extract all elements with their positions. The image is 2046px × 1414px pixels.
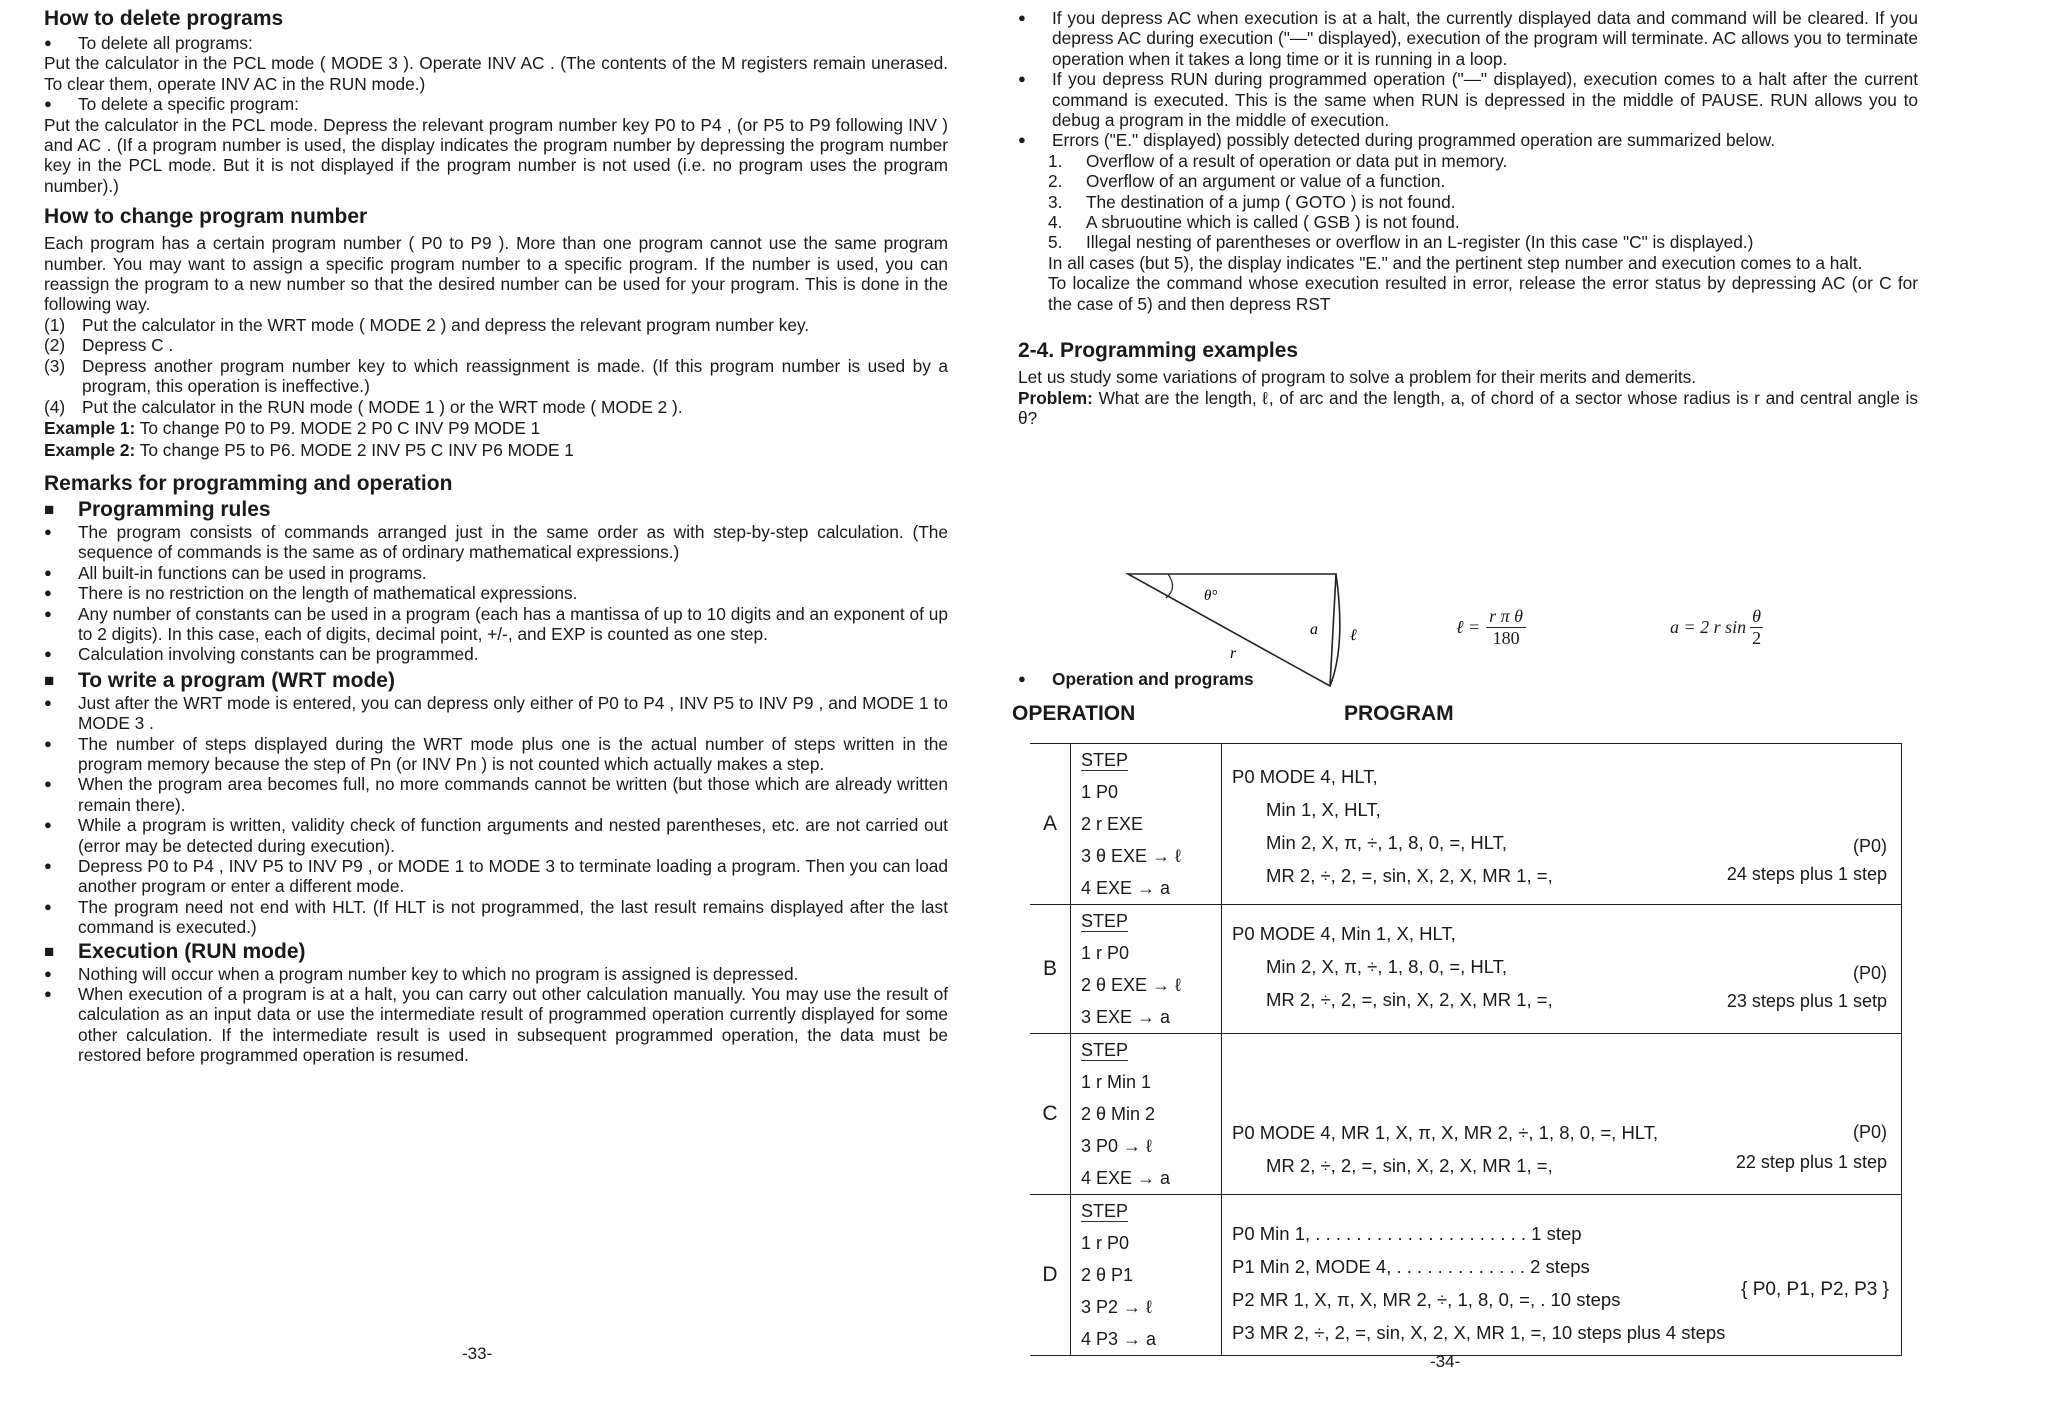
step-header: STEP xyxy=(1081,1040,1129,1060)
formula-chord xyxy=(1670,606,1763,649)
error-item: The destination of a jump ( GOTO ) is not found. xyxy=(1086,191,1456,212)
bullet-icon: ● xyxy=(44,605,52,621)
arc-label: ℓ xyxy=(1350,627,1357,644)
bullet-icon: ● xyxy=(1018,71,1026,87)
table-row-d xyxy=(1030,1195,1902,1356)
heading-programming-examples: 2-4. Programming examples xyxy=(1018,339,1299,363)
formula-arc-lhs: ℓ = xyxy=(1456,617,1481,637)
rule-item: Calculation involving constants can be programmed. xyxy=(78,644,479,665)
step-header: STEP xyxy=(1081,750,1129,770)
step-count: 23 steps plus 1 setp xyxy=(1726,991,1887,1011)
bullet-icon: ● xyxy=(44,735,52,751)
step-line: 3 θ EXE → ℓ xyxy=(1081,846,1181,866)
write-item: The number of steps displayed during the WRT mode plus one is the actual number of steps written in the program memory because the step of Pn (or INV Pn ) is not counted which actually makes a step. xyxy=(78,733,948,774)
bullet-icon: ● xyxy=(44,776,52,792)
program-tag: { P0, P1, P2, P3 } xyxy=(1741,1279,1889,1300)
program-line: P2 MR 1, X, π, X, MR 2, ÷, 1, 8, 0, =, . 10 steps xyxy=(1232,1289,1621,1310)
formula-chord-denominator: 2 xyxy=(1752,628,1762,648)
bullet-icon: ● xyxy=(44,986,52,1002)
theta-label: θ° xyxy=(1204,588,1218,604)
heading-programming-rules: Programming rules xyxy=(78,497,271,521)
exec-item: Nothing will occur when a program number key to which no program is assigned is depressed. xyxy=(78,963,799,984)
error-item: Illegal nesting of parentheses or overflow in an L-register (In this case "C" is displayed.) xyxy=(1086,232,1754,253)
bullet-icon: ● xyxy=(44,35,52,50)
radius-label: r xyxy=(1230,645,1237,662)
heading-execution: Execution (RUN mode) xyxy=(78,939,306,963)
error-number: 5. xyxy=(1048,232,1063,253)
step-line: 3 P2 → ℓ xyxy=(1081,1297,1152,1317)
program-tag: (P0) xyxy=(1852,836,1887,856)
bullet-icon: ● xyxy=(44,564,52,580)
problem-text: What are the length, ℓ, of arc and the length, a, of chord of a sector whose radius is r and central angle is θ? xyxy=(1018,387,1918,428)
bullet-icon: ● xyxy=(44,965,52,981)
square-bullet-icon: ■ xyxy=(44,941,55,961)
step-number: (4) xyxy=(44,396,66,417)
program-tag: (P0) xyxy=(1852,1122,1887,1142)
step-header: STEP xyxy=(1081,1201,1129,1221)
step-line: 4 EXE → a xyxy=(1081,878,1171,898)
text-delete-all: Put the calculator in the PCL mode ( MODE 3 ). Operate INV AC . (The contents of the M registers remain unerased. To clear them, operate INV AC in the RUN mode.) xyxy=(44,53,948,94)
step-text: Depress another program number key to which reassignment is made. (If this program number is used by a program, this operation is ineffective.) xyxy=(82,355,948,397)
write-item: Depress P0 to P4 , INV P5 to INV P9 , or MODE 1 to MODE 3 to terminate loading a program. Then you can load another program or enter a different mode. xyxy=(78,856,948,897)
step-header: STEP xyxy=(1081,911,1129,931)
square-bullet-icon: ■ xyxy=(44,670,55,690)
operation-programs-label: Operation and programs xyxy=(1052,669,1254,689)
step-number: (3) xyxy=(44,355,66,376)
program-cell xyxy=(1222,905,1902,1034)
formula-chord-numerator: θ xyxy=(1752,606,1762,626)
step-count: 24 steps plus 1 step xyxy=(1726,864,1887,884)
program-cell xyxy=(1222,1034,1902,1195)
program-line: P0 MODE 4, MR 1, X, π, X, MR 2, ÷, 1, 8, 0, =, HLT, xyxy=(1232,1122,1659,1143)
bullet-icon: ● xyxy=(1018,671,1026,686)
steps-cell xyxy=(1071,1034,1222,1195)
program-line: MR 2, ÷, 2, =, sin, X, 2, X, MR 1, =, xyxy=(1266,1155,1553,1176)
write-item: Just after the WRT mode is entered, you can depress only either of P0 to P4 , INV P5 to INV P9 , and MODE 1 to MODE 3 . xyxy=(78,692,948,734)
bullet-icon: ● xyxy=(44,96,52,112)
step-line: 2 θ Min 2 xyxy=(1081,1104,1156,1124)
run-bullet: If you depress AC when execution is at a halt, the currently displayed data and command will be cleared. If you depress AC during execution ("—" displayed), execution of the program will terminate. AC allows you to terminate operation when it takes a long time or it is running in a loop. xyxy=(1052,8,1918,69)
program-line: P0 MODE 4, Min 1, X, HLT, xyxy=(1232,923,1456,944)
rule-item: The program consists of commands arranged just in the same order as with step-by-step calculation. (The sequence of commands is the same as of ordinary mathematical expressions.) xyxy=(78,521,948,563)
text-delete-specific: Put the calculator in the PCL mode. Depress the relevant program number key P0 to P4 , (or P5 to P9 following INV ) and AC . (If a program number is used, the display indicates the program number by depressing the program number key in the PCL mode. But it is not displayed if the program number is not used (i.e. no program uses the program number).) xyxy=(44,114,948,196)
program-line: P3 MR 2, ÷, 2, =, sin, X, 2, X, MR 1, =, 10 steps plus 4 steps xyxy=(1232,1322,1726,1343)
error-number: 1. xyxy=(1048,150,1063,171)
step-line: 1 r P0 xyxy=(1081,1233,1130,1253)
error-number: 4. xyxy=(1048,212,1063,233)
left-page xyxy=(44,0,948,1414)
heading-write-program: To write a program (WRT mode) xyxy=(78,668,395,692)
bullet-icon: ● xyxy=(1018,10,1026,25)
square-bullet-icon: ■ xyxy=(44,499,55,519)
program-line: Min 1, X, HLT, xyxy=(1266,799,1381,820)
program-table xyxy=(1030,743,1902,1356)
step-number: (1) xyxy=(44,314,66,335)
error-item: Overflow of an argument or value of a function. xyxy=(1086,171,1446,192)
step-line: 4 P3 → a xyxy=(1081,1329,1157,1349)
bullet-icon: ● xyxy=(44,694,52,710)
steps-cell xyxy=(1071,1195,1222,1356)
example-2-text: To change P5 to P6. MODE 2 INV P5 C INV P6 MODE 1 xyxy=(139,439,574,460)
example-1-label: Example 1: xyxy=(44,417,136,438)
run-bullet: If you depress RUN during programmed operation ("—" displayed), execution comes to a halt after the current command is executed. This is the same when RUN is depressed in the middle of PAUSE. RUN allows you to debug a program in the middle of execution. xyxy=(1052,69,1918,131)
text-change-number: Each program has a certain program number ( P0 to P9 ). More than one program cannot use the same program number. You may want to assign a specific program number to a specific program. If the number is used, you can reassign the program to a new number so that the desired number can be used for your program. This is done in the following way. xyxy=(44,233,948,315)
example-1-text: To change P0 to P9. MODE 2 P0 C INV P9 MODE 1 xyxy=(139,417,541,438)
program-cell xyxy=(1222,1195,1902,1356)
bullet-icon: ● xyxy=(44,585,52,601)
bullet-icon: ● xyxy=(44,646,52,662)
heading-change-number: How to change program number xyxy=(44,205,368,229)
step-line: 2 θ P1 xyxy=(1081,1265,1134,1285)
write-item: The program need not end with HLT. (If HLT is not programmed, the last result remains displayed after the last command is executed.) xyxy=(78,896,948,938)
row-label-b: B xyxy=(1030,905,1071,1034)
rule-item: Any number of constants can be used in a program (each has a mantissa of up to 10 digits and an exponent of up to 2 digits). In this case, each of digits, decimal point, +/-, and EXP is counted as one step. xyxy=(78,603,948,644)
right-column xyxy=(1018,8,1918,428)
step-text: Depress C . xyxy=(82,335,174,356)
chord-label: a xyxy=(1310,621,1318,638)
program-line: Min 2, X, π, ÷, 1, 8, 0, =, HLT, xyxy=(1266,956,1508,977)
table-row-a xyxy=(1030,744,1902,905)
program-tag: (P0) xyxy=(1852,963,1887,983)
text-examples-intro: Let us study some variations of program to solve a problem for their merits and demerits. xyxy=(1018,367,1697,388)
program-line: P0 MODE 4, HLT, xyxy=(1232,766,1378,787)
error-item: Overflow of a result of operation or data put in memory. xyxy=(1086,150,1508,171)
write-item: While a program is written, validity check of function arguments and nested parentheses, etc. are not carried out (error may be detected during execution). xyxy=(78,815,948,856)
column-header-program: PROGRAM xyxy=(1344,702,1454,725)
text-after-errors-2: To localize the command whose execution resulted in error, release the error status by depressing AC (or C for the case of 5) and then depress RST xyxy=(1048,273,1918,314)
program-cell xyxy=(1222,744,1902,905)
step-line: 2 r EXE xyxy=(1081,814,1144,834)
run-bullet: Errors ("E." displayed) possibly detected during programmed operation are summarized below. xyxy=(1052,130,1776,151)
program-line: MR 2, ÷, 2, =, sin, X, 2, X, MR 1, =, xyxy=(1266,989,1553,1010)
program-line: MR 2, ÷, 2, =, sin, X, 2, X, MR 1, =, xyxy=(1266,865,1553,886)
step-number: (2) xyxy=(44,335,66,356)
bullet-icon: ● xyxy=(44,523,52,539)
page-number-left: -33- xyxy=(462,1344,493,1363)
formula-arc-denominator: 180 xyxy=(1492,628,1520,648)
step-text: Put the calculator in the RUN mode ( MODE 1 ) or the WRT mode ( MODE 2 ). xyxy=(82,396,683,417)
step-line: 3 EXE → a xyxy=(1081,1007,1171,1027)
heading-remarks: Remarks for programming and operation xyxy=(44,471,453,495)
write-item: When the program area becomes full, no more commands cannot be written (but those which are already written remain there). xyxy=(78,774,948,815)
steps-cell xyxy=(1071,744,1222,905)
steps-cell xyxy=(1071,905,1222,1034)
step-line: 1 r P0 xyxy=(1081,943,1130,963)
formula-arc xyxy=(1456,606,1526,649)
table-row-b xyxy=(1030,905,1902,1034)
step-line: 2 θ EXE → ℓ xyxy=(1081,975,1181,995)
program-line: P1 Min 2, MODE 4, . . . . . . . . . . . . . 2 steps xyxy=(1232,1256,1590,1277)
row-label-c: C xyxy=(1030,1034,1071,1195)
program-line: Min 2, X, π, ÷, 1, 8, 0, =, HLT, xyxy=(1266,832,1508,853)
error-item: A sbruoutine which is called ( GSB ) is not found. xyxy=(1086,212,1460,233)
example-2-label: Example 2: xyxy=(44,439,136,460)
bullet-icon: ● xyxy=(44,858,52,873)
bullet-icon: ● xyxy=(1018,132,1026,148)
angle-arc xyxy=(1166,574,1173,598)
row-label-d: D xyxy=(1030,1195,1071,1356)
program-line: P0 Min 1, . . . . . . . . . . . . . . . . . . . . . 1 step xyxy=(1232,1223,1582,1244)
step-line: 1 r Min 1 xyxy=(1081,1072,1152,1092)
formula-chord-lhs: a = 2 r sin xyxy=(1670,617,1747,637)
error-number: 2. xyxy=(1048,171,1063,192)
text-after-errors-1: In all cases (but 5), the display indicates "E." and the pertinent step number and execution comes to a halt. xyxy=(1048,252,1863,273)
rule-item: There is no restriction on the length of mathematical expressions. xyxy=(78,583,578,604)
step-text: Put the calculator in the WRT mode ( MODE 2 ) and depress the relevant program number key. xyxy=(82,314,810,335)
step-line: 3 P0 → ℓ xyxy=(1081,1136,1152,1156)
column-header-operation: OPERATION xyxy=(1012,702,1136,725)
table-row-c xyxy=(1030,1034,1902,1195)
label-delete-specific: To delete a specific program: xyxy=(78,94,299,115)
step-line: 4 EXE → a xyxy=(1081,1168,1171,1188)
left-column xyxy=(44,6,948,1066)
formula-arc-numerator: r π θ xyxy=(1486,606,1526,628)
page-number-right: -34- xyxy=(1430,1352,1461,1371)
problem-label: Problem: xyxy=(1018,387,1093,408)
bullet-icon: ● xyxy=(44,898,52,914)
step-count: 22 step plus 1 step xyxy=(1735,1152,1887,1172)
rule-item: All built-in functions can be used in programs. xyxy=(78,562,427,583)
error-number: 3. xyxy=(1048,191,1063,212)
exec-item: When execution of a program is at a halt, you can carry out other calculation manually. You may use the result of calculation as an input data or use the intermediate result of programmed operation currently displayed for some other calculation. If the intermediate result is used in subsequent programmed operation, the data must be restored before programmed operation is resumed. xyxy=(78,984,948,1066)
heading-delete-programs: How to delete programs xyxy=(44,7,284,30)
step-line: 1 P0 xyxy=(1081,782,1119,802)
row-label-a: A xyxy=(1030,744,1071,905)
bullet-icon: ● xyxy=(44,817,52,833)
label-delete-all: To delete all programs: xyxy=(78,33,253,53)
